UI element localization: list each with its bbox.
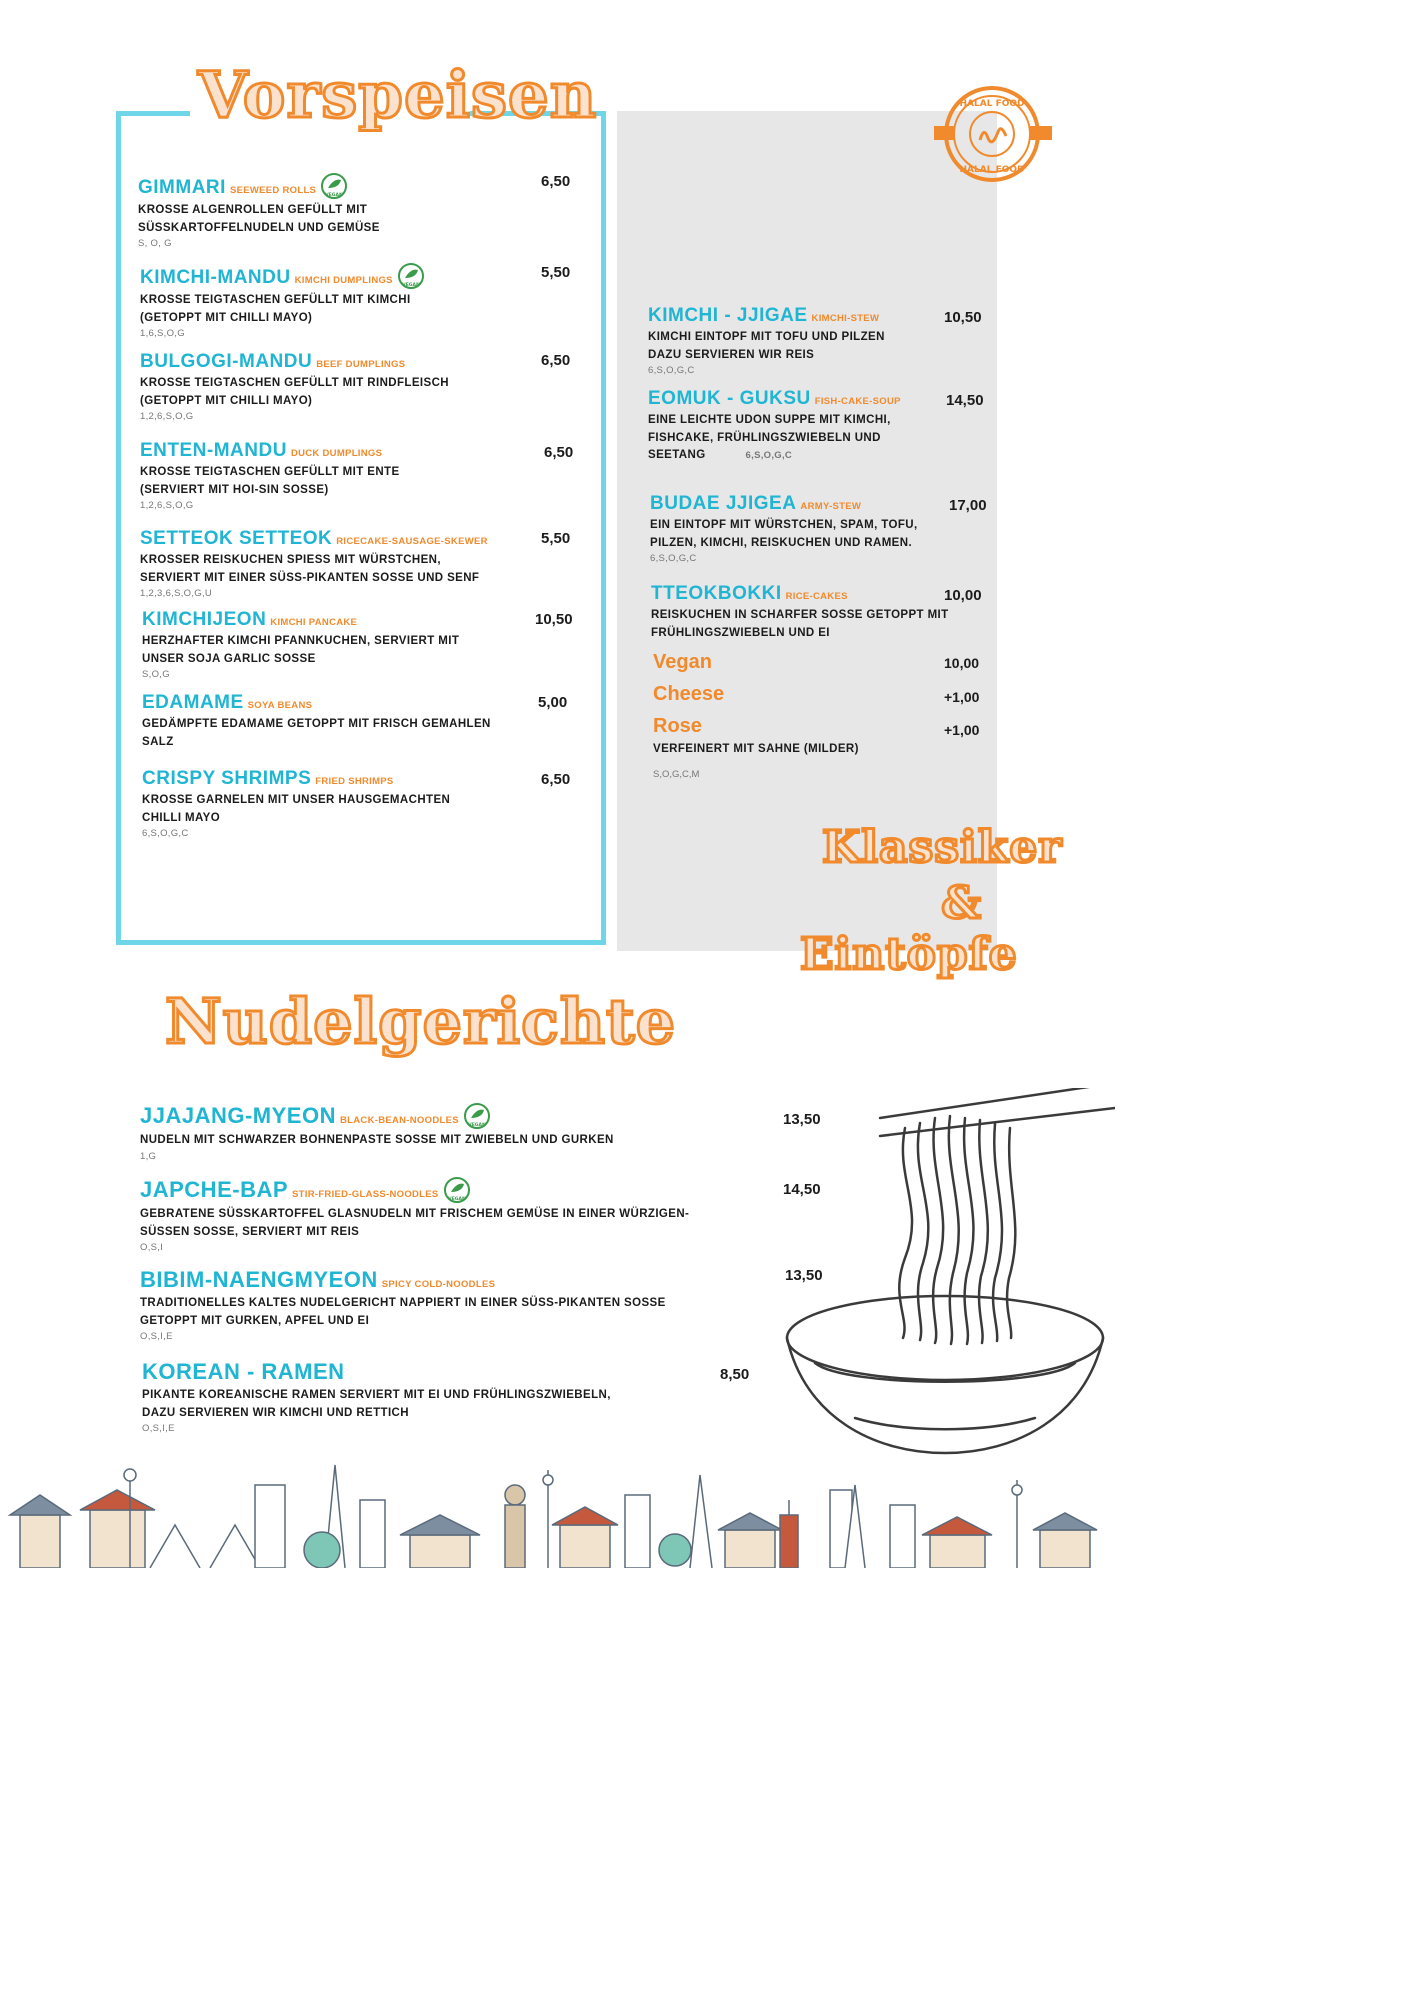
dish-description: KIMCHI EINTOPF MIT TOFU UND PILZEN DAZU SERVIEREN WIR REIS bbox=[648, 331, 885, 361]
dish-description: EINE LEICHTE UDON SUPPE MIT KIMCHI, FISHCAKE, FRÜHLINGSZWIEBELN UND SEETANG 6,S,O,G,C bbox=[648, 414, 891, 461]
dish-price: 5,50 bbox=[541, 264, 571, 281]
svg-text:VEGAN: VEGAN bbox=[402, 283, 420, 288]
dish-price: 10,00 bbox=[944, 587, 982, 604]
dish-price: 13,50 bbox=[783, 1111, 821, 1128]
dish-allergens: 1,G bbox=[140, 1150, 157, 1162]
vorspeisen-item bbox=[142, 768, 450, 839]
dish-description: HERZHAFTER KIMCHI PFANNKUCHEN, SERVIERT MIT UNSER SOJA GARLIC SOSSE bbox=[142, 635, 460, 665]
nudeln-item bbox=[140, 1267, 666, 1342]
dish-price: 6,50 bbox=[541, 352, 571, 369]
option-rose-price: +1,00 bbox=[944, 722, 980, 738]
dish-allergens: S,O,G bbox=[142, 669, 170, 680]
vorspeisen-item bbox=[138, 172, 380, 249]
dish-name: BULGOGI-MANDU bbox=[140, 351, 313, 372]
dish-name: SETTEOK SETTEOK bbox=[140, 528, 333, 549]
svg-text:VEGAN: VEGAN bbox=[468, 1123, 486, 1128]
dish-subtitle: FISH-CAKE-SOUP bbox=[814, 396, 901, 407]
section-title-klassiker-line2: & Eintöpfe bbox=[800, 878, 1018, 980]
dish-allergens: 1,2,6,S,O,G bbox=[140, 500, 194, 511]
vegan-badge-icon bbox=[397, 262, 425, 290]
dish-subtitle: SPICY COLD-NOODLES bbox=[381, 1279, 496, 1290]
dish-description: PIKANTE KOREANISCHE RAMEN SERVIERT MIT EI UND FRÜHLINGSZWIEBELN, DAZU SERVIEREN WIR KIMCHI UND RETTICH bbox=[142, 1389, 611, 1419]
dish-subtitle: ARMY-STEW bbox=[800, 501, 862, 512]
nudeln-item bbox=[140, 1176, 689, 1253]
dish-subtitle: RICECAKE-SAUSAGE-SKEWER bbox=[336, 536, 488, 547]
dish-name: EDAMAME bbox=[142, 692, 244, 713]
dish-name: KOREAN - RAMEN bbox=[142, 1359, 345, 1384]
dish-description: NUDELN MIT SCHWARZER BOHNENPASTE SOSSE MIT ZWIEBELN UND GURKEN bbox=[140, 1134, 614, 1146]
dish-description: KROSSE ALGENROLLEN GEFÜLLT MIT SÜSSKARTOFFELNUDELN UND GEMÜSE bbox=[138, 204, 380, 234]
dish-allergens: 1,6,S,O,G bbox=[140, 328, 185, 339]
dish-subtitle: BEEF DUMPLINGS bbox=[316, 359, 406, 370]
dish-price: 6,50 bbox=[544, 444, 574, 461]
dish-price: 5,50 bbox=[541, 530, 571, 547]
halal-food-stamp-icon bbox=[928, 82, 1058, 192]
option-vegan-price: 10,00 bbox=[944, 655, 980, 671]
vegan-badge-icon bbox=[463, 1102, 491, 1130]
dish-subtitle: KIMCHI-STEW bbox=[811, 313, 880, 324]
dish-allergens: O,S,I,E bbox=[142, 1423, 175, 1434]
dish-price: 14,50 bbox=[946, 392, 984, 409]
dish-description: GEBRATENE SÜSSKARTOFFEL GLASNUDELN MIT FRISCHEM GEMÜSE IN EINER WÜRZIGEN- SÜSSEN SOSSE, SERVIERT MIT REIS bbox=[140, 1208, 690, 1238]
vorspeisen-item bbox=[142, 609, 459, 680]
halal-text-top: HALAL FOOD bbox=[959, 99, 1025, 109]
dish-price: 8,50 bbox=[720, 1366, 750, 1383]
dish-allergens: 6,S,O,G,C bbox=[650, 553, 697, 564]
dish-allergens: 1,2,3,6,S,O,G,U bbox=[140, 588, 213, 599]
dish-description: KROSSE TEIGTASCHEN GEFÜLLT MIT ENTE (SERVIERT MIT HOI-SIN SOSSE) bbox=[140, 466, 400, 496]
dish-allergens: O,S,I bbox=[140, 1242, 164, 1253]
dish-name: KIMCHI-MANDU bbox=[140, 267, 291, 288]
dish-subtitle: BLACK-BEAN-NOODLES bbox=[339, 1115, 459, 1126]
vorspeisen-item bbox=[140, 528, 488, 599]
dish-price: 17,00 bbox=[949, 497, 987, 514]
dish-name: CRISPY SHRIMPS bbox=[142, 768, 312, 789]
klassiker-item bbox=[648, 305, 885, 376]
nudeln-item bbox=[142, 1359, 611, 1434]
dish-price: 10,50 bbox=[944, 309, 982, 326]
vorspeisen-item bbox=[140, 262, 425, 339]
vorspeisen-item bbox=[140, 440, 400, 511]
vegan-badge-icon bbox=[443, 1176, 471, 1204]
dish-price: 5,00 bbox=[538, 694, 568, 711]
dish-name: KIMCHIJEON bbox=[142, 609, 267, 630]
option-cheese-label: Cheese bbox=[653, 683, 725, 705]
dish-subtitle: KIMCHI DUMPLINGS bbox=[294, 275, 393, 286]
dish-subtitle: DUCK DUMPLINGS bbox=[290, 448, 383, 459]
section-title-klassiker-line1: Klassiker bbox=[822, 822, 1063, 873]
klassiker-item bbox=[648, 388, 901, 465]
tteokbokki-allergens: S,O,G,C,M bbox=[653, 769, 700, 780]
dish-allergens: 6,S,O,G,C bbox=[142, 828, 189, 839]
dish-price: 13,50 bbox=[785, 1267, 823, 1284]
dish-name: EOMUK - GUKSU bbox=[648, 388, 811, 409]
dish-subtitle: STIR-FRIED-GLASS-NOODLES bbox=[292, 1189, 439, 1200]
klassiker-item bbox=[651, 583, 949, 642]
dish-name: JAPCHE-BAP bbox=[140, 1177, 289, 1202]
svg-text:VEGAN: VEGAN bbox=[447, 1197, 466, 1202]
dish-description: KROSSE GARNELEN MIT UNSER HAUSGEMACHTEN CHILLI MAYO bbox=[142, 794, 451, 824]
dish-subtitle: RICE-CAKES bbox=[785, 591, 848, 602]
dish-allergens: S, O, G bbox=[138, 238, 172, 249]
dish-price: 6,50 bbox=[541, 771, 571, 788]
dish-name: BUDAE JJIGEA bbox=[650, 493, 797, 514]
dish-subtitle: SOYA BEANS bbox=[247, 700, 313, 711]
dish-name: ENTEN-MANDU bbox=[140, 440, 287, 461]
section-title-nudelgerichte: Nudelgerichte bbox=[165, 985, 677, 1058]
dish-name: KIMCHI - JJIGAE bbox=[648, 305, 808, 326]
dish-allergens: 1,2,6,S,O,G bbox=[140, 411, 194, 422]
klassiker-item bbox=[650, 493, 918, 564]
dish-description: GEDÄMPFTE EDAMAME GETOPPT MIT FRISCH GEMAHLEN SALZ bbox=[142, 718, 491, 748]
vorspeisen-item bbox=[142, 692, 491, 751]
dish-subtitle: KIMCHI PANCAKE bbox=[270, 617, 358, 628]
dish-name: BIBIM-NAENGMYEON bbox=[140, 1267, 378, 1292]
rose-note: VERFEINERT MIT SAHNE (MILDER) bbox=[653, 743, 859, 755]
dish-description: TRADITIONELLES KALTES NUDELGERICHT NAPPIERT IN EINER SÜSS-PIKANTEN SOSSE GETOPPT MIT GURKEN, APFEL UND EI bbox=[140, 1297, 666, 1327]
dish-price: 6,50 bbox=[541, 173, 571, 190]
dish-name: TTEOKBOKKI bbox=[651, 583, 782, 604]
dish-subtitle: SEEWEED ROLLS bbox=[229, 185, 317, 196]
dish-description: KROSSER REISKUCHEN SPIESS MIT WÜRSTCHEN, SERVIERT MIT EINER SÜSS-PIKANTEN SOSSE UND SENF bbox=[140, 554, 480, 584]
halal-text-bottom: HALAL FOOD bbox=[959, 165, 1025, 175]
nudeln-item bbox=[140, 1102, 614, 1162]
option-rose-label: Rose bbox=[653, 715, 702, 737]
dish-description: KROSSE TEIGTASCHEN GEFÜLLT MIT RINDFLEISCH (GETOPPT MIT CHILLI MAYO) bbox=[140, 377, 449, 407]
vorspeisen-item bbox=[140, 351, 449, 422]
option-cheese-price: +1,00 bbox=[944, 689, 980, 705]
noodle-bowl-illustration-icon bbox=[785, 1088, 1115, 1458]
svg-text:VEGAN: VEGAN bbox=[325, 193, 343, 198]
dish-description: REISKUCHEN IN SCHARFER SOSSE GETOPPT MIT FRÜHLINGSZWIEBELN UND EI bbox=[651, 609, 949, 639]
dish-name: GIMMARI bbox=[138, 177, 226, 198]
dish-allergens: 6,S,O,G,C bbox=[648, 365, 695, 376]
dish-price: 10,50 bbox=[535, 611, 573, 628]
section-title-vorspeisen: Vorspeisen bbox=[198, 58, 598, 133]
dish-allergens: O,S,I,E bbox=[140, 1331, 173, 1342]
option-vegan-label: Vegan bbox=[653, 651, 712, 673]
seoul-skyline-illustration-icon bbox=[0, 1455, 1115, 1568]
dish-price: 14,50 bbox=[783, 1181, 821, 1198]
dish-description: EIN EINTOPF MIT WÜRSTCHEN, SPAM, TOFU, PILZEN, KIMCHI, REISKUCHEN UND RAMEN. bbox=[650, 519, 918, 549]
dish-name: JJAJANG-MYEON bbox=[140, 1103, 336, 1128]
dish-description: KROSSE TEIGTASCHEN GEFÜLLT MIT KIMCHI (GETOPPT MIT CHILLI MAYO) bbox=[140, 294, 411, 324]
vegan-badge-icon bbox=[320, 172, 348, 200]
dish-subtitle: FRIED SHRIMPS bbox=[315, 776, 394, 787]
